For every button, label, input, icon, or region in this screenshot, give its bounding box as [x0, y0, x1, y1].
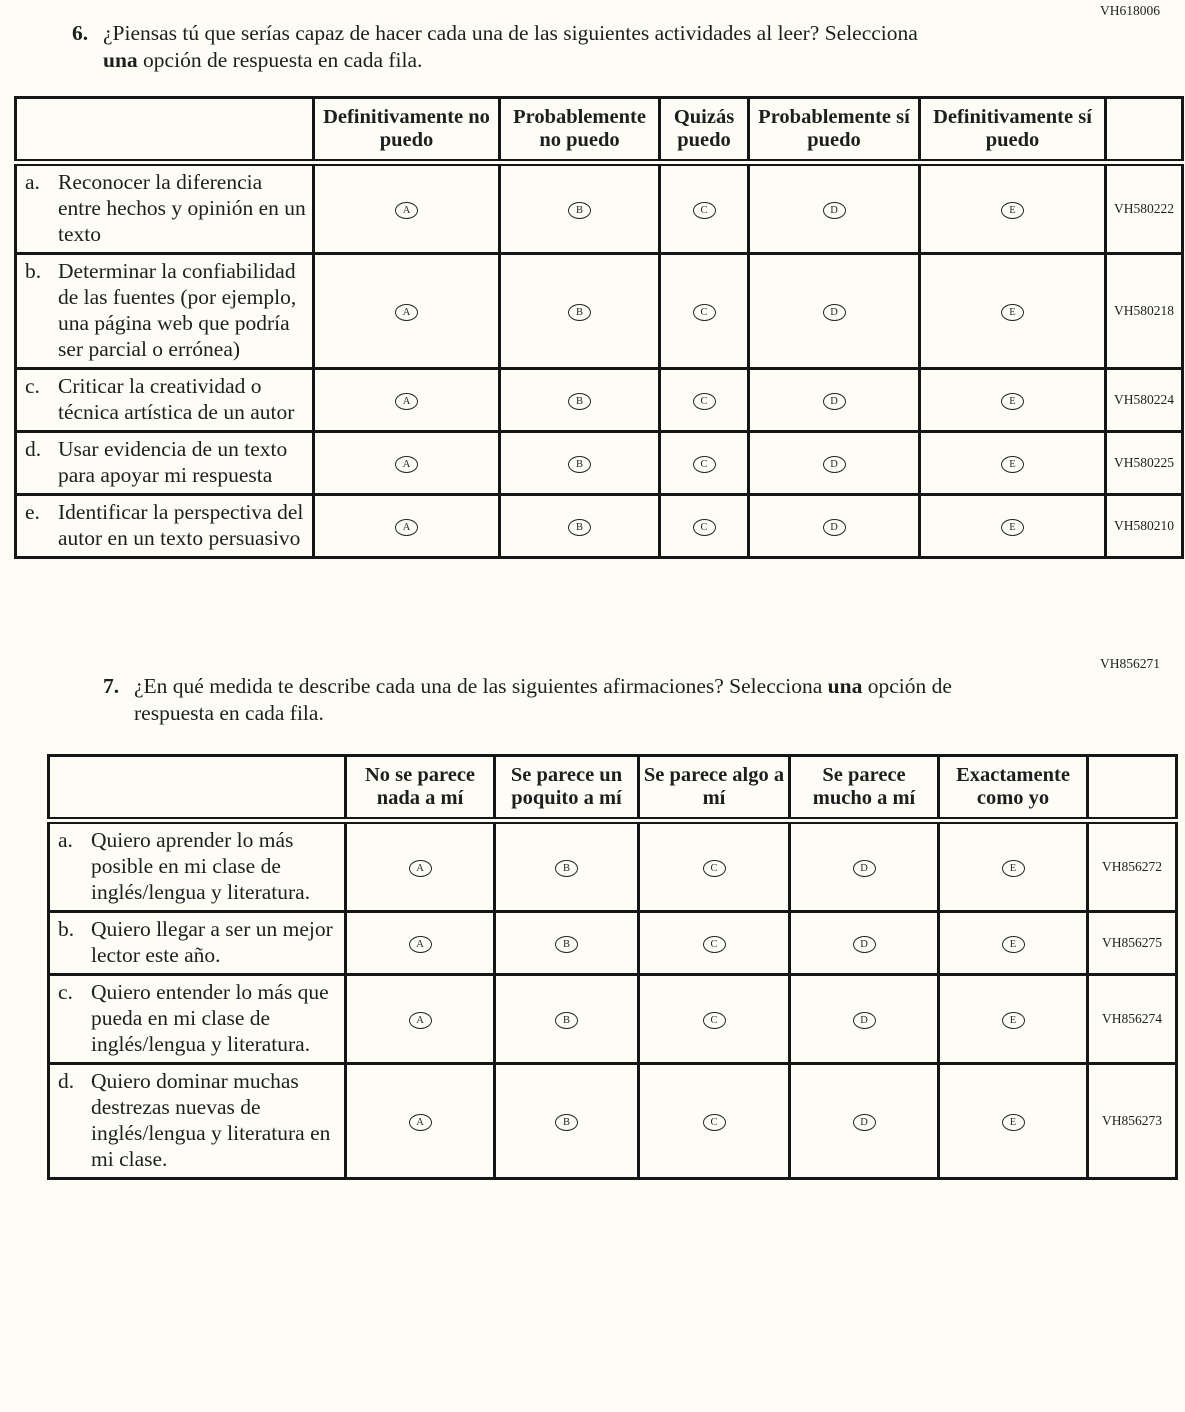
q6-row-e-statement: e. Identificar la perspectiva del autor en un texto persuasivo	[16, 495, 314, 558]
q6-header-code-empty	[1106, 98, 1183, 163]
q7-row-d-option-e-bubble[interactable]: E	[1002, 1114, 1025, 1131]
question-7-number: 7.	[103, 674, 120, 699]
q6-row-a-option-b-bubble[interactable]: B	[568, 202, 591, 219]
q7-row-d	[49, 1064, 1177, 1179]
q7-row-d-code: VH856273	[1088, 1064, 1177, 1179]
q6-row-a-statement: a. Reconocer la diferencia entre hechos y opinión en un texto	[16, 163, 314, 254]
q6-row-e-option-e-bubble[interactable]: E	[1001, 519, 1024, 536]
q6-row-a-code: VH580222	[1106, 163, 1183, 254]
q7-row-c-code: VH856274	[1088, 975, 1177, 1064]
question-6-number: 6.	[72, 21, 89, 45]
q7-row-c	[49, 975, 1177, 1064]
q6-row-b-option-b-bubble[interactable]: B	[568, 304, 591, 321]
q7-row-d-statement: d. Quiero dominar muchas destrezas nuevas de inglés/lengua y literatura en mi clase.	[49, 1064, 346, 1179]
q7-row-b	[49, 912, 1177, 975]
q6-row-a-option-d-bubble[interactable]: D	[823, 202, 846, 219]
q6-row-e-option-d-bubble[interactable]: D	[823, 519, 846, 536]
q7-row-d-option-c-bubble[interactable]: C	[703, 1114, 726, 1131]
q6-accession-code: VH618006	[1100, 3, 1160, 18]
q6-row-d-option-c-bubble[interactable]: C	[693, 456, 716, 473]
q7-col-se-parece-un-poquito: Se parece un poquito a mí	[495, 756, 639, 821]
q6-row-c-option-e-bubble[interactable]: E	[1001, 393, 1024, 410]
q6-row-b-option-d-bubble[interactable]: D	[823, 304, 846, 321]
q6-col-definitivamente-no-puedo: Definitivamente no puedo	[314, 98, 500, 163]
q6-row-b-option-e-bubble[interactable]: E	[1001, 304, 1024, 321]
question-6-text: ¿Piensas tú que serías capaz de hacer cada una de las siguientes actividades al leer? Selecciona una opción de respuesta en cada fila.	[103, 21, 918, 73]
q6-row-a	[16, 163, 1183, 254]
q7-response-table	[47, 754, 1178, 1180]
q6-row-e-option-b-bubble[interactable]: B	[568, 519, 591, 536]
q7-row-a-option-a-bubble[interactable]: A	[409, 860, 432, 877]
q6-row-d-option-b-bubble[interactable]: B	[568, 456, 591, 473]
q6-row-e-option-a-bubble[interactable]: A	[395, 519, 418, 536]
q6-row-d	[16, 432, 1183, 495]
q7-row-a-option-c-bubble[interactable]: C	[703, 860, 726, 877]
q7-row-b-option-a-bubble[interactable]: A	[409, 936, 432, 953]
question-7-bold-word: una	[827, 674, 863, 699]
q7-col-exactamente-como-yo: Exactamente como yo	[939, 756, 1088, 821]
question-6-prompt	[72, 20, 1185, 74]
q7-row-a-statement: a. Quiero aprender lo más posible en mi clase de inglés/lengua y literatura.	[49, 821, 346, 912]
q6-row-e	[16, 495, 1183, 558]
q6-row-d-option-d-bubble[interactable]: D	[823, 456, 846, 473]
q7-row-a-option-b-bubble[interactable]: B	[555, 860, 578, 877]
q7-row-c-option-a-bubble[interactable]: A	[409, 1012, 432, 1029]
q7-row-d-option-d-bubble[interactable]: D	[853, 1114, 876, 1131]
q6-row-a-option-a-bubble[interactable]: A	[395, 202, 418, 219]
question-6-bold-word: una	[103, 48, 138, 73]
q6-row-a-option-e-bubble[interactable]: E	[1001, 202, 1024, 219]
q6-col-probablemente-no-puedo: Probablemente no puedo	[500, 98, 660, 163]
q7-header-empty	[49, 756, 346, 821]
q6-header-row	[16, 98, 1183, 163]
question-7-text: ¿En qué medida te describe cada una de las siguientes afirmaciones? Selecciona una opción de respuesta en cada fila.	[134, 674, 952, 726]
q7-row-b-option-b-bubble[interactable]: B	[555, 936, 578, 953]
q6-row-b-statement: b. Determinar la confiabilidad de las fuentes (por ejemplo, una página web que podría ser parcial o errónea)	[16, 254, 314, 369]
q6-row-c-option-d-bubble[interactable]: D	[823, 393, 846, 410]
q6-row-e-code: VH580210	[1106, 495, 1183, 558]
q6-row-d-statement: d. Usar evidencia de un texto para apoyar mi respuesta	[16, 432, 314, 495]
q7-row-d-option-b-bubble[interactable]: B	[555, 1114, 578, 1131]
q7-row-c-option-e-bubble[interactable]: E	[1002, 1012, 1025, 1029]
q7-col-se-parece-mucho: Se parece mucho a mí	[790, 756, 939, 821]
q6-row-c-statement: c. Criticar la creatividad o técnica artística de un autor	[16, 369, 314, 432]
q6-row-b	[16, 254, 1183, 369]
q7-header-row	[49, 756, 1177, 821]
q7-row-b-option-e-bubble[interactable]: E	[1002, 936, 1025, 953]
q7-row-a-option-e-bubble[interactable]: E	[1002, 860, 1025, 877]
q7-row-c-option-b-bubble[interactable]: B	[555, 1012, 578, 1029]
q6-row-b-option-c-bubble[interactable]: C	[693, 304, 716, 321]
q7-row-a-code: VH856272	[1088, 821, 1177, 912]
q6-row-c-option-a-bubble[interactable]: A	[395, 393, 418, 410]
q7-col-no-se-parece-nada: No se parece nada a mí	[346, 756, 495, 821]
q6-row-c-code: VH580224	[1106, 369, 1183, 432]
q7-row-c-option-d-bubble[interactable]: D	[853, 1012, 876, 1029]
q6-response-table	[14, 96, 1184, 559]
q7-row-c-statement: c. Quiero entender lo más que pueda en mi clase de inglés/lengua y literatura.	[49, 975, 346, 1064]
q6-row-d-code: VH580225	[1106, 432, 1183, 495]
q6-row-a-option-c-bubble[interactable]: C	[693, 202, 716, 219]
q6-row-d-option-a-bubble[interactable]: A	[395, 456, 418, 473]
q7-row-b-option-c-bubble[interactable]: C	[703, 936, 726, 953]
q6-row-e-option-c-bubble[interactable]: C	[693, 519, 716, 536]
q7-row-c-option-c-bubble[interactable]: C	[703, 1012, 726, 1029]
q6-row-b-code: VH580218	[1106, 254, 1183, 369]
q6-col-probablemente-si-puedo: Probablemente sí puedo	[749, 98, 920, 163]
q6-row-c-option-b-bubble[interactable]: B	[568, 393, 591, 410]
q7-row-b-code: VH856275	[1088, 912, 1177, 975]
q7-row-b-statement: b. Quiero llegar a ser un mejor lector este año.	[49, 912, 346, 975]
q6-row-b-option-a-bubble[interactable]: A	[395, 304, 418, 321]
q6-col-definitivamente-si-puedo: Definitivamente sí puedo	[920, 98, 1106, 163]
q7-accession-code: VH856271	[1100, 656, 1160, 672]
q6-row-c-option-c-bubble[interactable]: C	[693, 393, 716, 410]
q7-row-d-option-a-bubble[interactable]: A	[409, 1114, 432, 1131]
q7-row-a-option-d-bubble[interactable]: D	[853, 860, 876, 877]
q6-row-c	[16, 369, 1183, 432]
q7-col-se-parece-algo: Se parece algo a mí	[639, 756, 790, 821]
q6-col-quizas-puedo: Quizás puedo	[660, 98, 749, 163]
question-7-prompt	[103, 673, 1185, 727]
q7-header-code-empty	[1088, 756, 1177, 821]
q7-row-a	[49, 821, 1177, 912]
q6-row-d-option-e-bubble[interactable]: E	[1001, 456, 1024, 473]
q6-header-empty	[16, 98, 314, 163]
q7-row-b-option-d-bubble[interactable]: D	[853, 936, 876, 953]
